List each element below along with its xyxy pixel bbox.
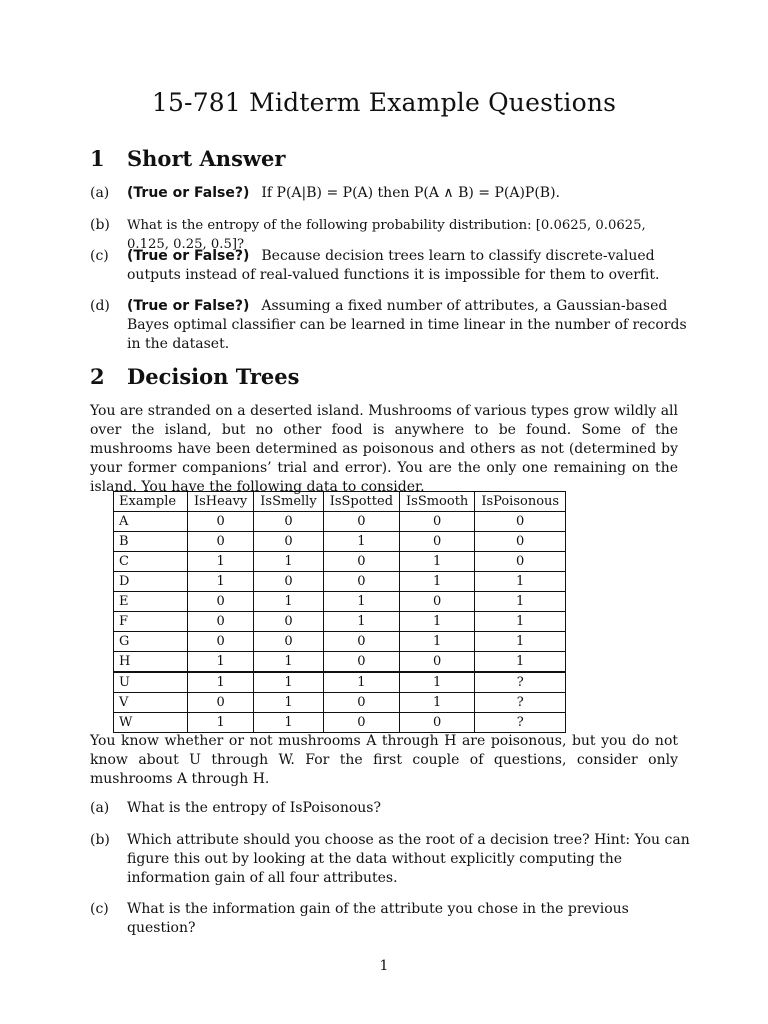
column-header: IsSmooth <box>400 492 475 512</box>
value-cell: 1 <box>400 612 475 632</box>
question-label: (d) <box>90 298 110 314</box>
question-2a <box>90 799 690 818</box>
value-cell: 0 <box>188 512 254 532</box>
value-cell: 1 <box>475 572 566 592</box>
example-cell: W <box>114 713 188 733</box>
question-text: Because decision trees learn to classify discrete-valued outputs instead of real-valued functions it is impossible for them to overfit. <box>127 248 660 283</box>
question-text: Which attribute should you choose as the root of a decision tree? Hint: You can figure this out by looking at the data without explicitly computing the information gain of all four attributes. <box>127 832 690 886</box>
value-cell: 0 <box>188 612 254 632</box>
table-header-row <box>114 492 566 512</box>
question-1c <box>90 247 690 285</box>
value-cell: 1 <box>400 632 475 652</box>
value-cell: 0 <box>400 713 475 733</box>
true-false-label: (True or False?) <box>127 298 250 314</box>
section-2-number: 2 <box>90 364 105 389</box>
value-cell: 1 <box>254 552 323 572</box>
value-cell: 0 <box>475 552 566 572</box>
question-label: (b) <box>90 217 110 233</box>
example-cell: D <box>114 572 188 592</box>
value-cell: 1 <box>475 632 566 652</box>
table-row <box>114 713 566 733</box>
example-cell: U <box>114 672 188 693</box>
value-cell: 0 <box>188 532 254 552</box>
value-cell: 0 <box>254 612 323 632</box>
value-cell: 1 <box>254 672 323 693</box>
value-cell: 1 <box>323 532 399 552</box>
true-false-label: (True or False?) <box>127 185 250 201</box>
value-cell: 0 <box>188 632 254 652</box>
column-header: IsSpotted <box>323 492 399 512</box>
value-cell: 1 <box>188 713 254 733</box>
value-cell: 0 <box>400 512 475 532</box>
value-cell: 1 <box>400 572 475 592</box>
example-cell: A <box>114 512 188 532</box>
page-number: 1 <box>379 958 389 974</box>
value-cell: 1 <box>323 592 399 612</box>
value-cell: 0 <box>323 512 399 532</box>
example-cell: B <box>114 532 188 552</box>
value-cell: 1 <box>323 672 399 693</box>
value-cell: 1 <box>254 592 323 612</box>
true-false-label: (True or False?) <box>127 248 250 264</box>
section-2-title: Decision Trees <box>127 364 300 389</box>
example-cell: V <box>114 693 188 713</box>
question-text: Assuming a fixed number of attributes, a Gaussian-based Bayes optimal classifier can be learned in time linear in the number of records in the dataset. <box>127 298 687 352</box>
question-label: (a) <box>90 800 110 816</box>
value-cell: 0 <box>400 592 475 612</box>
value-cell: 1 <box>475 592 566 612</box>
table-row <box>114 612 566 632</box>
example-cell: G <box>114 632 188 652</box>
value-cell: 1 <box>400 552 475 572</box>
value-cell: 0 <box>475 532 566 552</box>
value-cell: 0 <box>323 693 399 713</box>
value-cell: 1 <box>475 652 566 673</box>
example-cell: H <box>114 652 188 673</box>
table-row <box>114 532 566 552</box>
table-row <box>114 693 566 713</box>
table-row <box>114 652 566 673</box>
question-text: If P(A|B) = P(A) then P(A ∧ B) = P(A)P(B). <box>261 185 560 201</box>
column-header: IsHeavy <box>188 492 254 512</box>
value-cell: 0 <box>323 552 399 572</box>
value-cell: 0 <box>254 632 323 652</box>
value-cell: 1 <box>188 572 254 592</box>
question-1a <box>90 184 690 203</box>
table-row <box>114 672 566 693</box>
value-cell: 1 <box>254 652 323 673</box>
intro-paragraph: You are stranded on a deserted island. Mushrooms of various types grow wildly all over the island, but no other food is anywhere to be found. Some of the mushrooms have been determined as poisonous and others as not (determined by your former companions’ trial and error). You are the only one remaining on the island. You have the following data to consider. <box>90 403 678 495</box>
column-header: Example <box>114 492 188 512</box>
example-cell: C <box>114 552 188 572</box>
question-text: What is the entropy of IsPoisonous? <box>127 800 381 816</box>
question-text: What is the entropy of the following probability distribution: [0.0625, 0.0625, 0.125, 0.25, 0.5]? <box>127 218 646 252</box>
value-cell: 0 <box>400 652 475 673</box>
table-body <box>114 512 566 733</box>
example-cell: E <box>114 592 188 612</box>
section-1-number: 1 <box>90 146 105 171</box>
document-title: 15-781 Midterm Example Questions <box>151 88 617 117</box>
value-cell: 1 <box>254 713 323 733</box>
value-cell: ? <box>475 693 566 713</box>
question-label: (b) <box>90 832 110 848</box>
mushroom-data-table <box>113 491 566 733</box>
after-table-paragraph: You know whether or not mushrooms A through H are poisonous, but you do not know about U through W. For the first couple of questions, consider only mushrooms A through H. <box>90 733 678 787</box>
column-header: IsSmelly <box>254 492 323 512</box>
table-row <box>114 632 566 652</box>
example-cell: F <box>114 612 188 632</box>
table-row <box>114 572 566 592</box>
value-cell: 0 <box>323 652 399 673</box>
value-cell: 1 <box>475 612 566 632</box>
table-row <box>114 552 566 572</box>
table-row <box>114 592 566 612</box>
value-cell: 1 <box>400 693 475 713</box>
value-cell: 1 <box>188 552 254 572</box>
question-label: (a) <box>90 185 110 201</box>
question-label: (c) <box>90 901 109 917</box>
value-cell: 0 <box>323 713 399 733</box>
value-cell: 0 <box>254 512 323 532</box>
question-label: (c) <box>90 248 109 264</box>
value-cell: 0 <box>475 512 566 532</box>
section-1-title: Short Answer <box>127 146 286 171</box>
column-header: IsPoisonous <box>475 492 566 512</box>
value-cell: ? <box>475 713 566 733</box>
value-cell: 0 <box>188 693 254 713</box>
value-cell: 0 <box>323 572 399 592</box>
question-2b <box>90 831 690 888</box>
value-cell: 0 <box>400 532 475 552</box>
question-1d <box>90 297 690 354</box>
table-row <box>114 512 566 532</box>
value-cell: 0 <box>254 572 323 592</box>
value-cell: 1 <box>400 672 475 693</box>
question-2c <box>90 900 690 938</box>
value-cell: 0 <box>323 632 399 652</box>
value-cell: 1 <box>254 693 323 713</box>
question-text: What is the information gain of the attribute you chose in the previous question? <box>127 901 629 936</box>
value-cell: 0 <box>188 592 254 612</box>
value-cell: 1 <box>188 672 254 693</box>
value-cell: 1 <box>188 652 254 673</box>
value-cell: ? <box>475 672 566 693</box>
value-cell: 1 <box>323 612 399 632</box>
value-cell: 0 <box>254 532 323 552</box>
